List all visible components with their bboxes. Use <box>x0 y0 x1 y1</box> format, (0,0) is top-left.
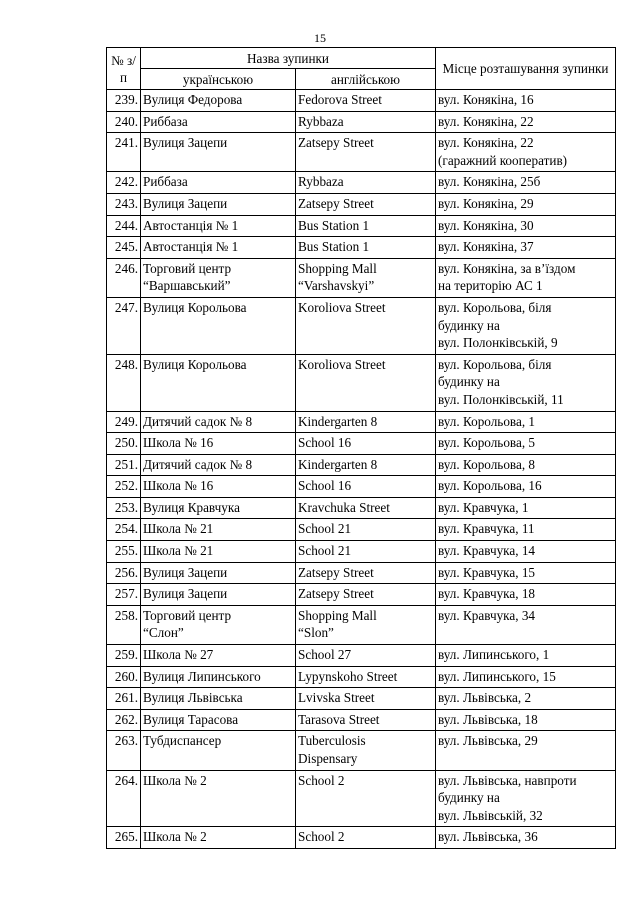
stop-location: вул. Кравчука, 11 <box>436 519 616 541</box>
stop-name-english: Bus Station 1 <box>296 215 436 237</box>
table-row <box>107 688 616 710</box>
stop-name-ukrainian: Вулиця Кравчука <box>141 497 296 519</box>
stop-name-english: Kravchuka Street <box>296 497 436 519</box>
stop-location: вул. Конякіна, 37 <box>436 237 616 259</box>
stop-name-english: School 27 <box>296 645 436 667</box>
row-number: 248. <box>107 354 141 411</box>
stop-name-ukrainian: Торговий центр “Варшавський” <box>141 258 296 297</box>
stop-location: вул. Львівська, навпроти будинку на вул. Львівській, 32 <box>436 770 616 827</box>
stop-name-english: Kindergarten 8 <box>296 411 436 433</box>
stop-location: вул. Корольова, біля будинку на вул. Полонківській, 11 <box>436 354 616 411</box>
stop-name-english: Fedorova Street <box>296 90 436 112</box>
stop-name-ukrainian: Вулиця Федорова <box>141 90 296 112</box>
row-number: 253. <box>107 497 141 519</box>
stop-location: вул. Липинського, 15 <box>436 666 616 688</box>
bus-stops-table <box>106 47 616 849</box>
table-header <box>107 48 616 90</box>
stop-name-ukrainian: Автостанція № 1 <box>141 215 296 237</box>
row-number: 260. <box>107 666 141 688</box>
row-number: 264. <box>107 770 141 827</box>
stop-name-english: Bus Station 1 <box>296 237 436 259</box>
row-number: 259. <box>107 645 141 667</box>
stop-location: вул. Корольова, 1 <box>436 411 616 433</box>
stop-name-english: Lypynskoho Street <box>296 666 436 688</box>
stop-location: вул. Кравчука, 15 <box>436 562 616 584</box>
table-body <box>107 90 616 849</box>
table-row <box>107 454 616 476</box>
row-number: 250. <box>107 433 141 455</box>
header-number: № з/п <box>107 48 141 90</box>
stop-name-english: Rybbaza <box>296 172 436 194</box>
stop-name-english: School 16 <box>296 476 436 498</box>
row-number: 254. <box>107 519 141 541</box>
stop-name-english: Koroliova Street <box>296 297 436 354</box>
row-number: 265. <box>107 827 141 849</box>
stop-name-ukrainian: Школа № 21 <box>141 519 296 541</box>
stop-name-english: Tarasova Street <box>296 709 436 731</box>
stop-location: вул. Корольова, 16 <box>436 476 616 498</box>
table-row <box>107 827 616 849</box>
page-number: 15 <box>314 31 326 45</box>
table-row <box>107 90 616 112</box>
stop-name-english: Zatsepy Street <box>296 584 436 606</box>
stop-name-english: Kindergarten 8 <box>296 454 436 476</box>
header-location: Місце розташування зупинки <box>436 48 616 90</box>
stop-name-english: Tuberculosis Dispensary <box>296 731 436 770</box>
stop-name-ukrainian: Школа № 2 <box>141 827 296 849</box>
table-row <box>107 519 616 541</box>
stop-name-english: School 16 <box>296 433 436 455</box>
table-row <box>107 541 616 563</box>
header-ukrainian: українською <box>141 69 296 90</box>
table-row <box>107 584 616 606</box>
row-number: 249. <box>107 411 141 433</box>
stop-name-ukrainian: Вулиця Зацепи <box>141 193 296 215</box>
row-number: 245. <box>107 237 141 259</box>
table-row <box>107 258 616 297</box>
row-number: 244. <box>107 215 141 237</box>
stop-location: вул. Кравчука, 18 <box>436 584 616 606</box>
table-row <box>107 770 616 827</box>
stop-name-ukrainian: Школа № 2 <box>141 770 296 827</box>
table-row <box>107 193 616 215</box>
stop-name-ukrainian: Риббаза <box>141 172 296 194</box>
stop-name-ukrainian: Школа № 16 <box>141 433 296 455</box>
stop-name-ukrainian: Торговий центр “Слон” <box>141 605 296 644</box>
stop-location: вул. Корольова, 5 <box>436 433 616 455</box>
table-row <box>107 237 616 259</box>
stop-name-ukrainian: Дитячий садок № 8 <box>141 454 296 476</box>
table-row <box>107 354 616 411</box>
row-number: 251. <box>107 454 141 476</box>
stop-name-english: School 21 <box>296 541 436 563</box>
table-row <box>107 645 616 667</box>
stop-location: вул. Львівська, 36 <box>436 827 616 849</box>
stop-location: вул. Конякіна, 22 (гаражний кооператив) <box>436 133 616 172</box>
stop-name-ukrainian: Вулиця Корольова <box>141 354 296 411</box>
stop-location: вул. Корольова, біля будинку на вул. Полонківській, 9 <box>436 297 616 354</box>
table-row <box>107 605 616 644</box>
stop-name-english: Rybbaza <box>296 111 436 133</box>
row-number: 242. <box>107 172 141 194</box>
stop-name-ukrainian: Вулиця Зацепи <box>141 562 296 584</box>
stop-location: вул. Конякіна, за в’їздом на територію АС 1 <box>436 258 616 297</box>
row-number: 241. <box>107 133 141 172</box>
stop-location: вул. Конякіна, 29 <box>436 193 616 215</box>
row-number: 258. <box>107 605 141 644</box>
header-stop-name: Назва зупинки <box>141 48 436 69</box>
stop-name-ukrainian: Школа № 27 <box>141 645 296 667</box>
row-number: 252. <box>107 476 141 498</box>
row-number: 255. <box>107 541 141 563</box>
row-number: 261. <box>107 688 141 710</box>
stop-name-english: School 2 <box>296 827 436 849</box>
table-row <box>107 433 616 455</box>
table-row <box>107 411 616 433</box>
stop-location: вул. Львівська, 18 <box>436 709 616 731</box>
stop-name-ukrainian: Вулиця Липинського <box>141 666 296 688</box>
stop-location: вул. Львівська, 29 <box>436 731 616 770</box>
stop-name-ukrainian: Риббаза <box>141 111 296 133</box>
table-row <box>107 111 616 133</box>
row-number: 247. <box>107 297 141 354</box>
row-number: 239. <box>107 90 141 112</box>
stop-location: вул. Кравчука, 1 <box>436 497 616 519</box>
stop-name-ukrainian: Школа № 16 <box>141 476 296 498</box>
stop-name-english: Zatsepy Street <box>296 193 436 215</box>
table-row <box>107 731 616 770</box>
stop-name-ukrainian: Вулиця Корольова <box>141 297 296 354</box>
stop-name-ukrainian: Автостанція № 1 <box>141 237 296 259</box>
row-number: 246. <box>107 258 141 297</box>
table-row <box>107 172 616 194</box>
stop-name-ukrainian: Вулиця Зацепи <box>141 584 296 606</box>
table-row <box>107 666 616 688</box>
table-row <box>107 297 616 354</box>
stop-name-english: Zatsepy Street <box>296 133 436 172</box>
table-row <box>107 562 616 584</box>
stop-location: вул. Липинського, 1 <box>436 645 616 667</box>
stop-location: вул. Конякіна, 25б <box>436 172 616 194</box>
row-number: 243. <box>107 193 141 215</box>
table-row <box>107 476 616 498</box>
stop-name-english: Zatsepy Street <box>296 562 436 584</box>
table-row <box>107 215 616 237</box>
row-number: 256. <box>107 562 141 584</box>
stop-location: вул. Львівська, 2 <box>436 688 616 710</box>
stop-location: вул. Конякіна, 22 <box>436 111 616 133</box>
row-number: 262. <box>107 709 141 731</box>
header-english: англійською <box>296 69 436 90</box>
stop-name-english: Shopping Mall “Varshavskyi” <box>296 258 436 297</box>
stop-location: вул. Конякіна, 30 <box>436 215 616 237</box>
row-number: 257. <box>107 584 141 606</box>
stop-name-ukrainian: Тубдиспансер <box>141 731 296 770</box>
stop-location: вул. Конякіна, 16 <box>436 90 616 112</box>
row-number: 240. <box>107 111 141 133</box>
stop-name-ukrainian: Дитячий садок № 8 <box>141 411 296 433</box>
table-row <box>107 133 616 172</box>
stop-location: вул. Кравчука, 14 <box>436 541 616 563</box>
table-row <box>107 497 616 519</box>
stop-name-english: Lvivska Street <box>296 688 436 710</box>
row-number: 263. <box>107 731 141 770</box>
stop-name-english: Shopping Mall “Slon” <box>296 605 436 644</box>
stop-location: вул. Кравчука, 34 <box>436 605 616 644</box>
stop-name-english: Koroliova Street <box>296 354 436 411</box>
stop-name-ukrainian: Школа № 21 <box>141 541 296 563</box>
stop-name-english: School 21 <box>296 519 436 541</box>
stop-name-ukrainian: Вулиця Зацепи <box>141 133 296 172</box>
table-row <box>107 709 616 731</box>
stop-name-ukrainian: Вулиця Львівська <box>141 688 296 710</box>
stop-name-english: School 2 <box>296 770 436 827</box>
stop-location: вул. Корольова, 8 <box>436 454 616 476</box>
stop-name-ukrainian: Вулиця Тарасова <box>141 709 296 731</box>
